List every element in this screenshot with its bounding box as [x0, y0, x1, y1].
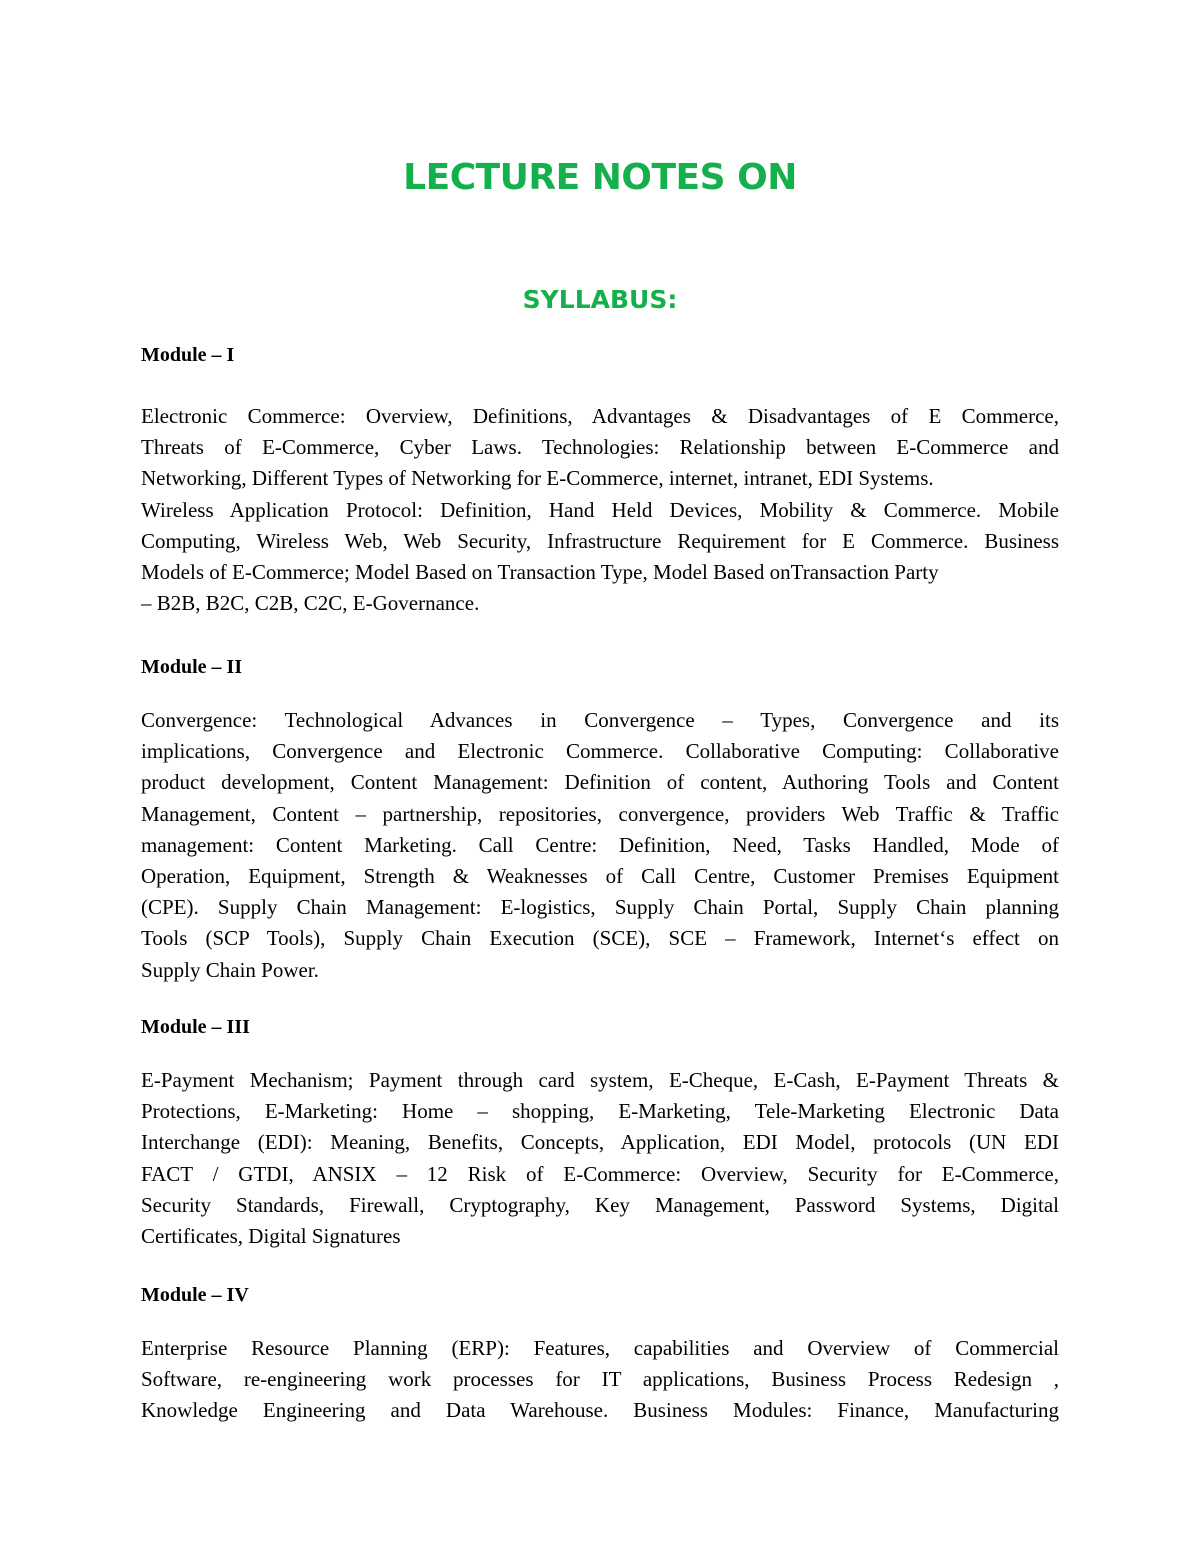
module-2-body — [141, 705, 1059, 986]
module-1-line: Threats of E-Commerce, Cyber Laws. Technologies: Relationship between E-Commerce and — [141, 435, 1059, 460]
module-3-body — [141, 1065, 1059, 1252]
module-1-line: Models of E-Commerce; Model Based on Transaction Type, Model Based onTransaction Party — [141, 559, 939, 584]
module-2-line: Supply Chain Power. — [141, 957, 319, 982]
module-2-line: implications, Convergence and Electronic Commerce. Collaborative Computing: Collaborative — [141, 739, 1059, 764]
module-2-line: Management, Content – partnership, repositories, convergence, providers Web Traffic & Traffic — [141, 801, 1059, 826]
module-1-line: – B2B, B2C, C2B, C2C, E-Governance. — [141, 591, 480, 616]
module-3-line: FACT / GTDI, ANSIX – 12 Risk of E-Commerce: Overview, Security for E-Commerce, — [141, 1161, 1059, 1186]
module-1-line: Electronic Commerce: Overview, Definitions, Advantages & Disadvantages of E Commerce, — [141, 404, 1059, 428]
module-2-line: management: Content Marketing. Call Centre: Definition, Need, Tasks Handled, Mode of — [141, 832, 1059, 857]
module-4-body — [141, 1333, 1059, 1427]
module-3-heading: Module – III — [141, 1016, 250, 1038]
module-4-line: Software, re-engineering work processes for IT applications, Business Process Redesign , — [141, 1367, 1059, 1392]
module-2-line: Convergence: Technological Advances in Convergence – Types, Convergence and its — [141, 708, 1059, 732]
module-4-heading: Module – IV — [141, 1284, 249, 1306]
module-1-heading: Module – I — [141, 344, 235, 366]
module-1-line: Wireless Application Protocol: Definition, Hand Held Devices, Mobility & Commerce. Mobile — [141, 497, 1059, 522]
module-1-body — [141, 401, 1059, 619]
module-1-line: Networking, Different Types of Networking for E-Commerce, internet, intranet, EDI Systems. — [141, 466, 934, 491]
syllabus-heading: SYLLABUS: — [522, 285, 678, 314]
module-3-line: Security Standards, Firewall, Cryptography, Key Management, Password Systems, Digital — [141, 1192, 1059, 1217]
module-4-line: Enterprise Resource Planning (ERP): Features, capabilities and Overview of Commercial — [141, 1336, 1059, 1360]
module-2-line: Operation, Equipment, Strength & Weaknesses of Call Centre, Customer Premises Equipment — [141, 863, 1059, 888]
module-2-heading: Module – II — [141, 656, 243, 678]
module-3-line: E-Payment Mechanism; Payment through card system, E-Cheque, E-Cash, E-Payment Threats & — [141, 1068, 1059, 1092]
document-title: LECTURE NOTES ON — [403, 157, 797, 198]
module-2-line: (CPE). Supply Chain Management: E-logistics, Supply Chain Portal, Supply Chain planning — [141, 895, 1059, 920]
module-2-line: product development, Content Management: Definition of content, Authoring Tools and Content — [141, 770, 1059, 795]
module-1-line: Computing, Wireless Web, Web Security, Infrastructure Requirement for E Commerce. Business — [141, 528, 1059, 553]
module-4-line: Knowledge Engineering and Data Warehouse. Business Modules: Finance, Manufacturing — [141, 1398, 1059, 1423]
module-2-line: Tools (SCP Tools), Supply Chain Execution (SCE), SCE – Framework, Internet‘s effect on — [141, 926, 1059, 951]
module-3-line: Interchange (EDI): Meaning, Benefits, Concepts, Application, EDI Model, protocols (UN EDI — [141, 1130, 1059, 1155]
module-3-line: Protections, E-Marketing: Home – shopping, E-Marketing, Tele-Marketing Electronic Data — [141, 1099, 1059, 1124]
module-3-line: Certificates, Digital Signatures — [141, 1223, 401, 1248]
